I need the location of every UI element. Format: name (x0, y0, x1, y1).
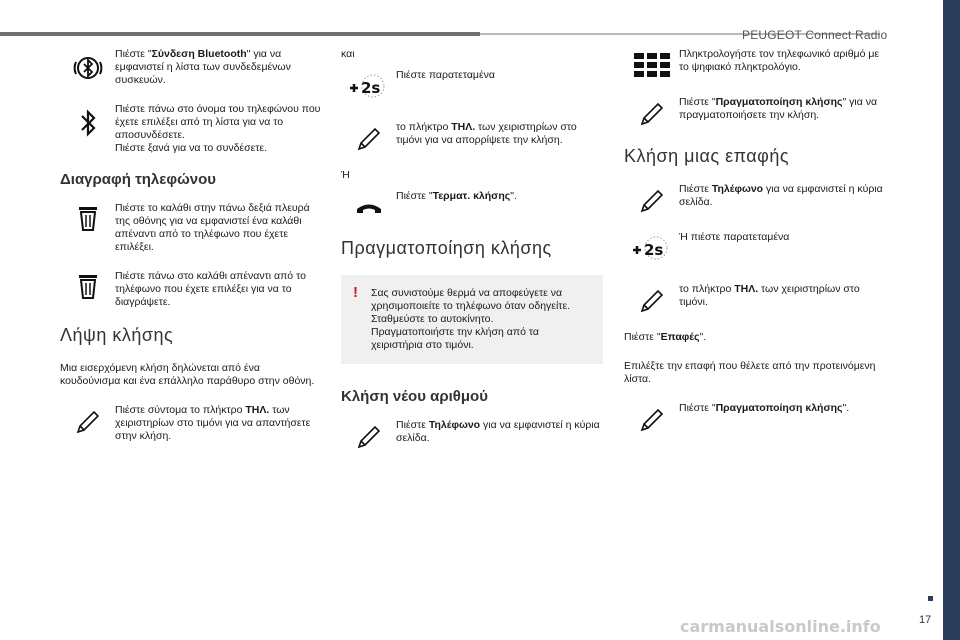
steering-button-pencil-icon (74, 406, 102, 436)
long-press-label: 2s (360, 79, 380, 97)
heading-new-number: Κλήση νέου αριθμού (341, 388, 488, 405)
step-contact-3 (624, 283, 886, 315)
step-reject (341, 121, 603, 153)
hang-up-icon (354, 192, 384, 222)
pencil-icon (638, 98, 666, 128)
step-hold (341, 69, 603, 105)
steering-button-pencil-icon (355, 123, 383, 153)
brand-label: PEUGEOT Connect Radio (742, 28, 888, 42)
step-text: Πιέστε παρατεταμένα (396, 69, 495, 81)
step-contact-2 (624, 231, 886, 267)
step-delete-1 (60, 202, 322, 254)
step-text: Πιέστε "Πραγματοποίηση κλήσης". (679, 402, 850, 414)
step-text: Πιέστε πάνω στο καλάθι απέναντι από το τηλέφωνο που έχετε επιλέξει για να το διαγράψετε. (115, 270, 306, 308)
warning-icon: ! (353, 284, 358, 301)
step-text: Ή πιέστε παρατεταμένα (679, 231, 790, 243)
step-text: Πιέστε "Τερματ. κλήσης". (396, 190, 517, 202)
or-text: Ή (341, 169, 350, 181)
warning-box (341, 275, 603, 364)
step-text: Πιέστε "Πραγματοποίηση κλήσης" για να πραγματοποιήσετε την κλήση. (679, 96, 878, 121)
keypad-icon (632, 50, 672, 80)
bluetooth-signal-icon (70, 50, 106, 86)
bluetooth-icon (73, 105, 103, 141)
page-edge-tab (943, 0, 960, 640)
column-2 (341, 48, 603, 467)
header-rule-dark (0, 32, 480, 36)
step-text: Πιέστε το καλάθι στην πάνω δεξιά πλευρά της οθόνης για να εμφανιστεί ένα καλάθι απέναντι από το τηλέφωνο που έχετε επιλέξει. (115, 202, 310, 253)
receive-intro: Μια εισερχόμενη κλήση δηλώνεται από ένα κουδούνισμα και ένα επάλληλο παράθυρο στην οθόνη. (60, 362, 315, 387)
step-final-call (624, 402, 886, 434)
heading-receive-call: Λήψη κλήσης (60, 325, 174, 345)
step-text: Πιέστε πάνω στο όνομα του τηλεφώνου που έχετε επιλέξει από τη λίστα για να το αποσυνδέσετε. Πιέστε ξανά για να το συνδέσετε. (115, 103, 321, 154)
warning-text: Σας συνιστούμε θερμά να αποφεύγετε να χρησιμοποιείτε το τηλέφωνο όταν οδηγείτε. Σταθμεύστε το αυτοκίνητο. Πραγματοποιήστε την κλήση από τα χειριστήρια στο τιμόνι. (371, 287, 571, 351)
step-text: Πιέστε σύντομα το πλήκτρο ΤΗΛ. των χειριστηρίων στο τιμόνι για να απαντήσετε στην κλήση. (115, 404, 311, 442)
select-contact-text: Επιλέξτε την επαφή που θέλετε από την προτεινόμενη λίστα. (624, 360, 876, 385)
step-answer (60, 404, 322, 443)
step-new-number (341, 419, 603, 451)
step-contact-1 (624, 183, 886, 215)
long-press-label: 2s (643, 241, 663, 259)
pencil-icon (355, 421, 383, 451)
step-keypad (624, 48, 886, 80)
step-dial (624, 96, 886, 128)
heading-delete-phone: Διαγραφή τηλεφώνου (60, 171, 217, 188)
pencil-icon (638, 185, 666, 215)
step-text: το πλήκτρο ΤΗΛ. των χειριστηρίων στο τιμόνι. (679, 283, 860, 308)
and-text: και (341, 48, 355, 60)
trash-icon (76, 204, 100, 232)
step-delete-2 (60, 270, 322, 309)
watermark: carmanualsonline.info (680, 617, 881, 636)
long-press-icon (347, 71, 391, 105)
trash-icon (76, 272, 100, 300)
column-1 (60, 48, 322, 459)
page-marker (928, 596, 933, 601)
step-text: Πιέστε "Σύνδεση Bluetooth" για να εμφανιστεί η λίστα των συνδεδεμένων συσκευών. (115, 48, 291, 86)
step-bluetooth-list (60, 48, 322, 87)
step-bluetooth-disconnect (60, 103, 322, 155)
heading-make-call: Πραγματοποίηση κλήσης (341, 238, 552, 258)
step-text: Πιέστε Τηλέφωνο για να εμφανιστεί η κύρια σελίδα. (396, 419, 600, 444)
page-number: 17 (919, 614, 932, 626)
long-press-icon (630, 233, 674, 267)
column-3 (624, 48, 886, 450)
step-text: το πλήκτρο ΤΗΛ. των χειριστηρίων στο τιμόνι για να απορρίψετε την κλήση. (396, 121, 577, 146)
step-text: Πιέστε Τηλέφωνο για να εμφανιστεί η κύρια σελίδα. (679, 183, 883, 208)
step-text: Πληκτρολογήστε τον τηλεφωνικό αριθμό με το ψηφιακό πληκτρολόγιο. (679, 48, 880, 73)
contacts-text: Πιέστε "Επαφές". (624, 331, 707, 343)
step-end-call (341, 190, 603, 222)
heading-call-contact: Κλήση μιας επαφής (624, 146, 790, 166)
steering-button-pencil-icon (638, 285, 666, 315)
pencil-icon (638, 404, 666, 434)
